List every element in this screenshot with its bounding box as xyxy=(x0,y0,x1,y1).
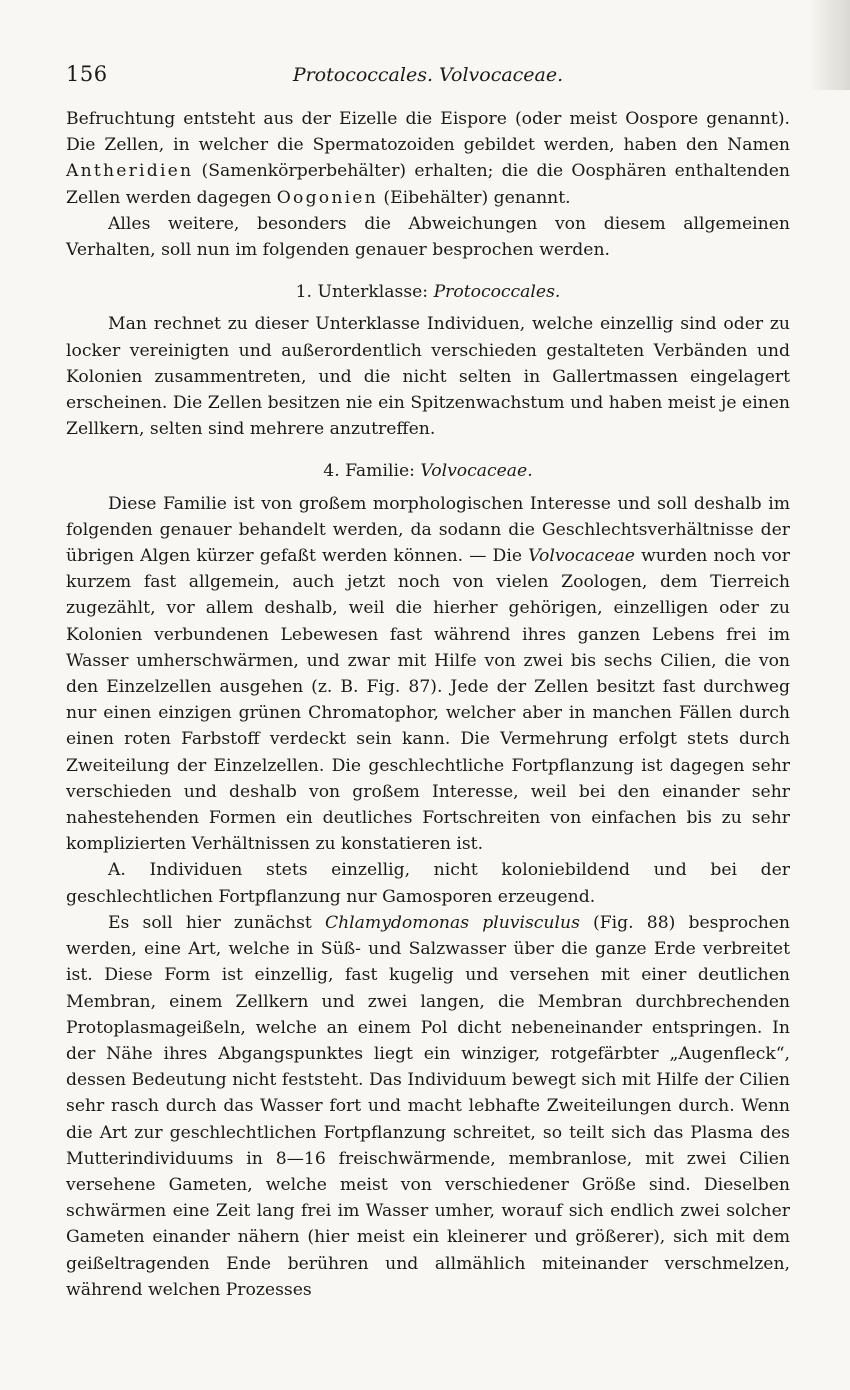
paragraph-fertilization xyxy=(66,106,790,211)
paragraph-family-description xyxy=(66,491,790,858)
text-run: (Eibehälter) genannt. xyxy=(377,187,571,208)
text-run: (Fig. 88) besprochen werden, eine Art, welche in Süß- und Salzwasser über die ganze Erde verbreitet ist. Diese Form ist einzellig, fast kugelig und versehen mit einer deutlichen Membran, einem Zellkern und zwei langen, die Membran durchbrechenden Protoplasmageißeln, welche an einem Pol dicht nebeneinander entspringen. In der Nähe ihres Abgangspunktes liegt ein winziger, rotgefärbter „Augenfleck“, dessen Bedeutung nicht feststeht. Das Individuum bewegt sich mit Hilfe der Cilien sehr rasch durch das Wasser fort und macht lebhafte Zweiteilungen durch. Wenn die Art zur geschlechtlichen Fortpflanzung schreitet, so teilt sich das Plasma des Mutterindividuums in 8—16 freischwärmende, membranlose, mit zwei Cilien versehene Gameten, welche meist von verschiedener Größe sind. Dieselben schwärmen eine Zeit lang frei im Wasser umher, worauf sich endlich zwei solcher Gameten einander nähern (hier meist ein kleinerer und größerer), sich mit dem geißeltragenden Ende berühren und allmählich miteinander verschmelzen, während welchen Prozesses xyxy=(66,912,791,1300)
term-antheridien: Antheridien xyxy=(66,161,194,182)
page-edge-shadow xyxy=(808,0,850,90)
text-run: Es soll hier zunächst xyxy=(108,912,325,933)
heading-subclass xyxy=(66,279,790,305)
paragraph-overview: Alles weitere, besonders die Abweichungen von diesem allgemeinen Verhalten, soll nun im folgenden genauer besprochen werden. xyxy=(66,213,790,261)
heading-prefix: 4. Familie: xyxy=(323,461,421,482)
page-number: 156 xyxy=(66,62,108,86)
running-head xyxy=(66,62,790,96)
text-run: wurden noch vor kurzem fast allgemein, auch jetzt noch von vielen Zoologen, dem Tierreich zugezählt, vor allem deshalb, weil die hierher gehörigen, einzelligen oder zu Kolonien verbundenen Lebewesen fast während ihres ganzen Lebens frei im Wasser umherschwärmen, und zwar mit Hilfe von zwei bis sechs Cilien, die von den Einzelzellen ausgehen (z. B. Fig. 87). Jede der Zellen besitzt fast durchweg nur einen einzigen grünen Chromatophor, welcher aber in manchen Fällen durch einen roten Farbstoff verdeckt sein kann. Die Vermehrung erfolgt stets durch Zweiteilung der Einzelzellen. Die geschlechtliche Fortpflanzung ist dagegen sehr verschieden und deshalb von großem Interesse, weil bei den einander sehr nahestehenden Formen ein deutliches Fortschreiten von einfachen bis zu sehr komplizierten Verhältnissen zu konstatieren ist. xyxy=(66,546,790,855)
term-oogonien: Oogonien xyxy=(276,187,378,208)
text-run: (Samenkörperbehälter) erhalten; die die Oosphären enthaltenden Zellen werden dagegen xyxy=(66,161,790,208)
running-title: Protococcales. Volvocaceae. xyxy=(292,64,564,86)
species-name: Chlamydomonas pluvisculus xyxy=(324,912,580,933)
paragraph-subclass-description: Man rechnet zu dieser Unterklasse Individuen, welche einzellig sind oder zu locker vereinigten und außerordentlich verschieden gestalteten Verbänden und Kolonien zusammentreten, und die nicht selten in Gallertmassen eingelagert erscheinen. Die Zellen besitzen nie ein Spitzenwachstum und haben meist je einen Zellkern, selten sind mehrere anzutreffen. xyxy=(66,314,790,440)
heading-prefix: 1. Unterklasse: xyxy=(295,282,434,303)
text-run: Diese Familie ist von großem morphologischen Interesse und soll deshalb im folgenden genauer behandelt werden, da sodann die Geschlechtsverhältnisse der übrigen Algen kürzer gefaßt werden können. — Die xyxy=(66,493,790,567)
paragraph-chlamydomonas xyxy=(66,910,790,1303)
paragraph-group-a: A. Individuen stets einzellig, nicht koloniebildend und bei der geschlechtlichen Fortpflanzung nur Gamosporen erzeugend. xyxy=(66,860,790,907)
heading-family xyxy=(66,458,790,484)
heading-taxon: Protococcales. xyxy=(433,282,561,303)
heading-taxon: Volvocaceae. xyxy=(420,461,533,482)
taxon-volvocaceae: Volvocaceae xyxy=(528,546,635,567)
book-page xyxy=(66,62,790,1303)
text-run: Befruchtung entsteht aus der Eizelle die Eispore (oder meist Oospore genannt). Die Zellen, in welcher die Spermatozoiden gebildet werden, haben den Namen xyxy=(66,109,790,156)
